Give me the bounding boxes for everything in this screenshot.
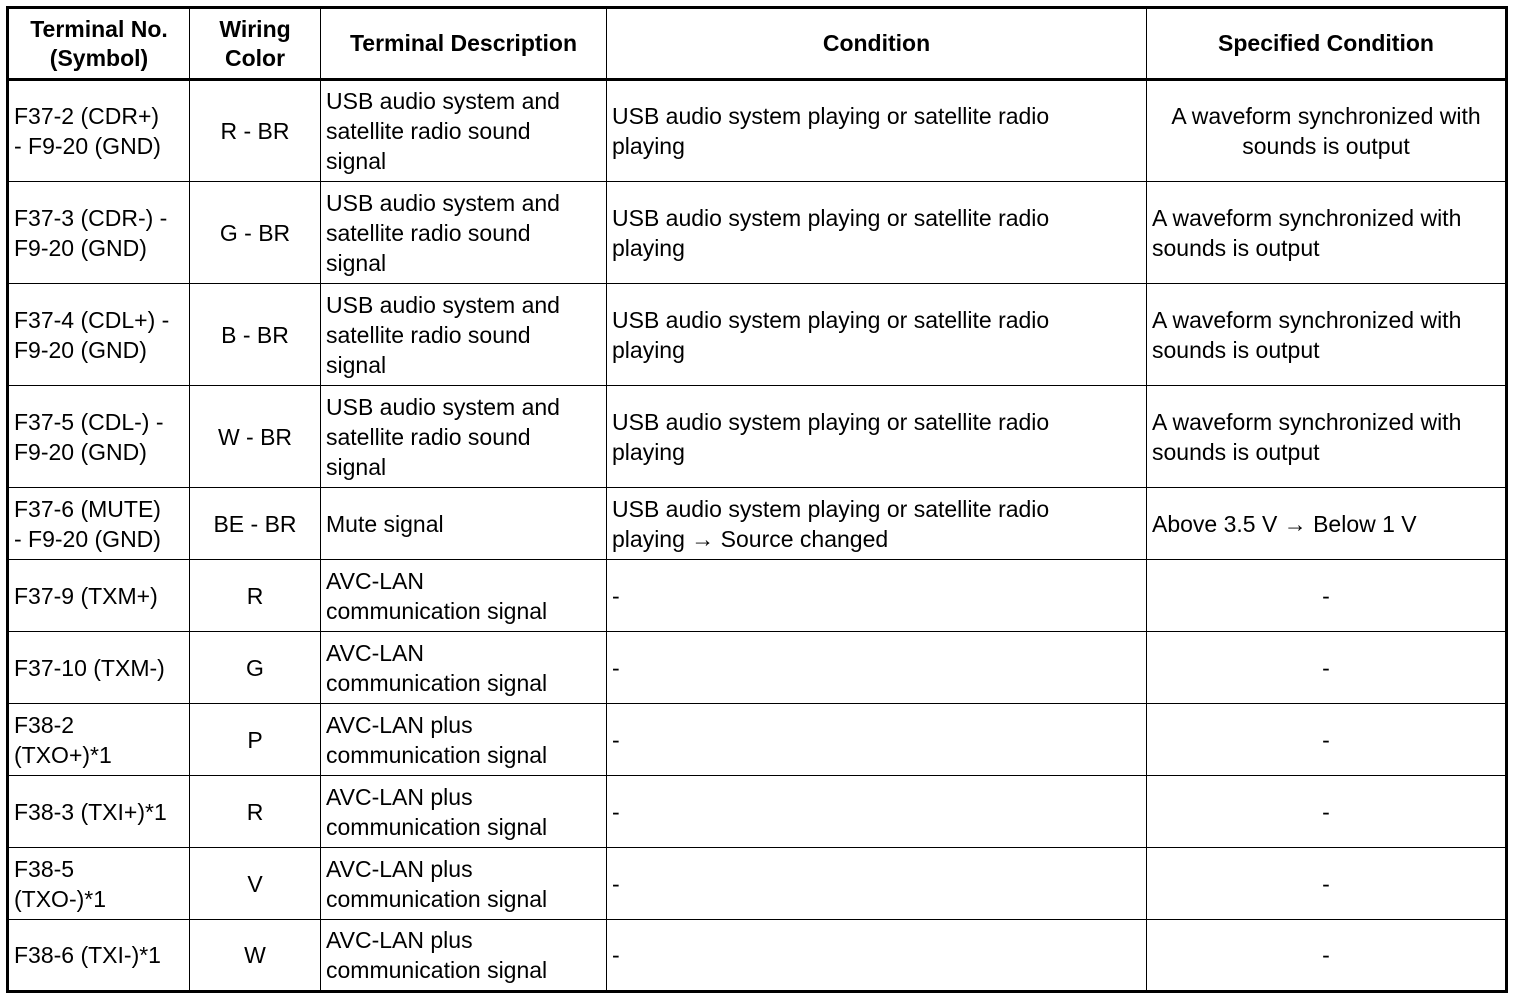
description-cell: AVC-LAN plus communication signal	[321, 776, 607, 848]
wiring-cell: W - BR	[190, 386, 321, 488]
wiring-cell: R	[190, 560, 321, 632]
description-cell: AVC-LAN plus communication signal	[321, 920, 607, 992]
specified-cell: -	[1147, 776, 1507, 848]
condition-cell: USB audio system playing or satellite radio playing	[607, 80, 1147, 182]
condition-cell: -	[607, 848, 1147, 920]
specified-cell: -	[1147, 560, 1507, 632]
terminal-cell: F38-3 (TXI+)*1	[8, 776, 190, 848]
specified-cell: A waveform synchronized with sounds is output	[1147, 80, 1507, 182]
description-cell: Mute signal	[321, 488, 607, 560]
terminal-cell: F37-9 (TXM+)	[8, 560, 190, 632]
terminal-cell: F37-4 (CDL+) - F9-20 (GND)	[8, 284, 190, 386]
table-row	[8, 488, 1507, 560]
condition-cell: USB audio system playing or satellite radio playing	[607, 284, 1147, 386]
description-cell: USB audio system and satellite radio sound signal	[321, 182, 607, 284]
table-row	[8, 776, 1507, 848]
description-cell: USB audio system and satellite radio sound signal	[321, 284, 607, 386]
condition-cell: -	[607, 920, 1147, 992]
condition-cell: -	[607, 560, 1147, 632]
condition-cell: -	[607, 704, 1147, 776]
table-row	[8, 182, 1507, 284]
wiring-cell: V	[190, 848, 321, 920]
terminal-cell: F37-2 (CDR+) - F9-20 (GND)	[8, 80, 190, 182]
header-condition: Condition	[607, 8, 1147, 80]
header-specified-condition: Specified Condition	[1147, 8, 1507, 80]
header-wiring-color: Wiring Color	[190, 8, 321, 80]
terminal-cell: F37-3 (CDR-) - F9-20 (GND)	[8, 182, 190, 284]
table-row	[8, 80, 1507, 182]
description-cell: AVC-LAN plus communication signal	[321, 704, 607, 776]
header-row	[8, 8, 1507, 80]
specified-cell: -	[1147, 632, 1507, 704]
specified-cell: -	[1147, 704, 1507, 776]
table-row	[8, 386, 1507, 488]
specified-cell: A waveform synchronized with sounds is output	[1147, 284, 1507, 386]
header-terminal: Terminal No. (Symbol)	[8, 8, 190, 80]
description-cell: USB audio system and satellite radio sound signal	[321, 80, 607, 182]
wiring-cell: R	[190, 776, 321, 848]
terminal-cell: F37-5 (CDL-) - F9-20 (GND)	[8, 386, 190, 488]
table-row	[8, 284, 1507, 386]
wiring-cell: G - BR	[190, 182, 321, 284]
description-cell: AVC-LAN plus communication signal	[321, 848, 607, 920]
wiring-cell: BE - BR	[190, 488, 321, 560]
table-row	[8, 632, 1507, 704]
wiring-cell: W	[190, 920, 321, 992]
table-row	[8, 920, 1507, 992]
condition-cell: -	[607, 776, 1147, 848]
wiring-cell: B - BR	[190, 284, 321, 386]
wiring-cell: R - BR	[190, 80, 321, 182]
specified-cell: A waveform synchronized with sounds is output	[1147, 386, 1507, 488]
header-terminal-description: Terminal Description	[321, 8, 607, 80]
wiring-cell: P	[190, 704, 321, 776]
terminal-cell: F38-5 (TXO-)*1	[8, 848, 190, 920]
terminal-cell: F38-6 (TXI-)*1	[8, 920, 190, 992]
description-cell: AVC-LAN communication signal	[321, 632, 607, 704]
terminal-cell: F37-6 (MUTE) - F9-20 (GND)	[8, 488, 190, 560]
terminal-table	[6, 6, 1508, 993]
condition-cell: USB audio system playing or satellite radio playing	[607, 386, 1147, 488]
terminal-cell: F38-2 (TXO+)*1	[8, 704, 190, 776]
wiring-cell: G	[190, 632, 321, 704]
specified-cell: -	[1147, 920, 1507, 992]
condition-cell: USB audio system playing or satellite radio playing → Source changed	[607, 488, 1147, 560]
description-cell: AVC-LAN communication signal	[321, 560, 607, 632]
specified-cell: Above 3.5 V → Below 1 V	[1147, 488, 1507, 560]
table-row	[8, 560, 1507, 632]
specified-cell: -	[1147, 848, 1507, 920]
specified-cell: A waveform synchronized with sounds is output	[1147, 182, 1507, 284]
condition-cell: -	[607, 632, 1147, 704]
table-row	[8, 704, 1507, 776]
table-row	[8, 848, 1507, 920]
description-cell: USB audio system and satellite radio sound signal	[321, 386, 607, 488]
terminal-cell: F37-10 (TXM-)	[8, 632, 190, 704]
condition-cell: USB audio system playing or satellite radio playing	[607, 182, 1147, 284]
